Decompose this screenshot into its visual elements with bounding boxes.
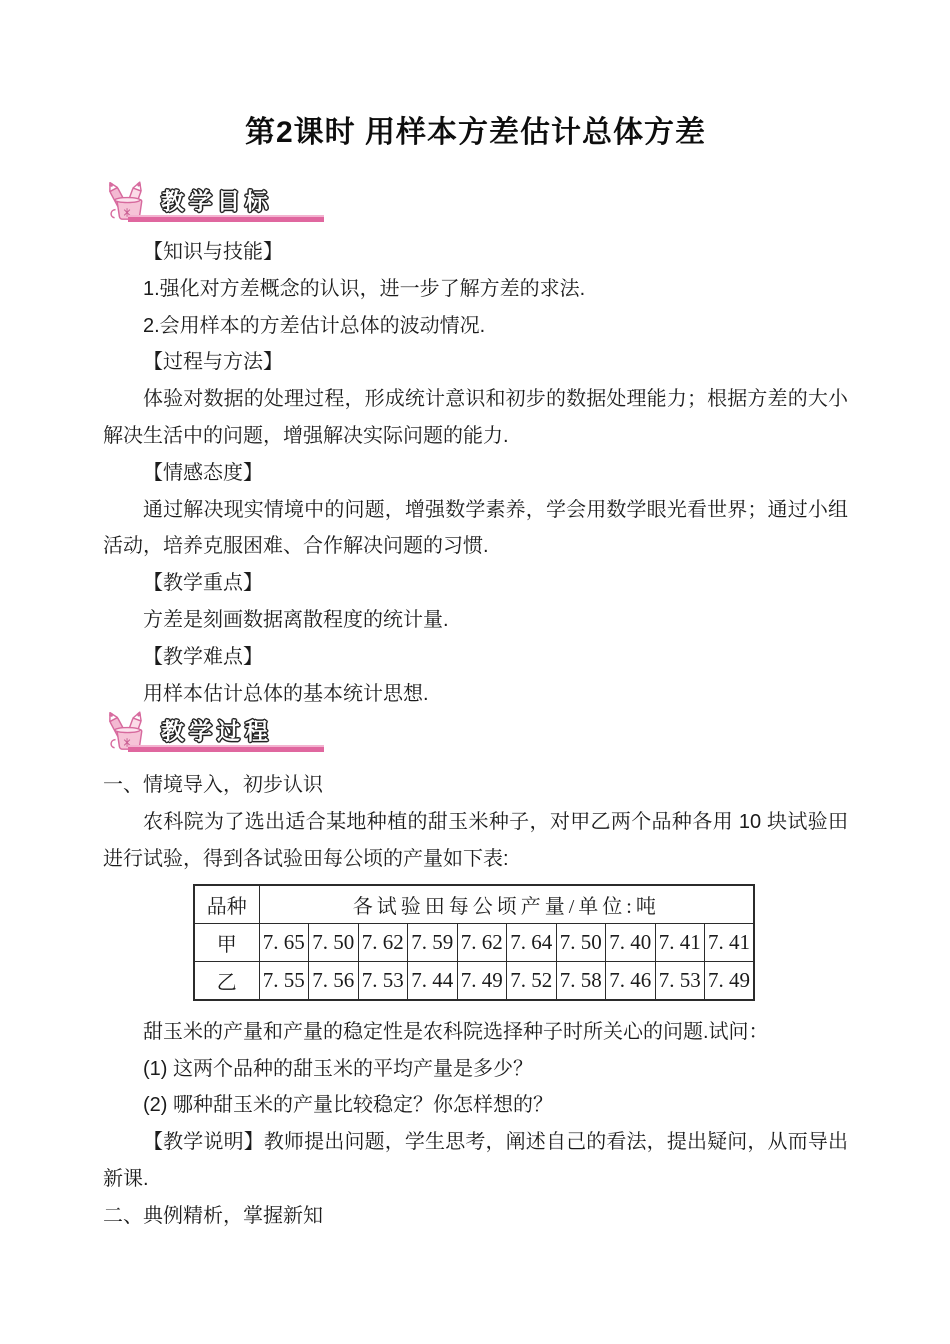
intro-paragraph: 农科院为了选出适合某地种植的甜玉米种子，对甲乙两个品种各用 10 块试验田进行试验，得到各试验田每公顷的产量如下表: [103,811,848,870]
page-title: 第2课时 用样本方差估计总体方差 [244,116,707,149]
part2-title: 二、典例精析，掌握新知 [103,1204,323,1227]
objective-item-2: 2.会用样本的方差估计总体的波动情况. [143,314,486,337]
bracket-heading-teaching-focus: 【教学重点】 [143,572,263,595]
cell-yi-6: 7. 52 [507,961,557,1000]
emotion-attitude-text: 通过解决现实情境中的问题，增强数学素养，学会用数学眼光看世界；通过小组活动，培养克服困难、合作解决问题的习惯. [103,498,848,558]
row-label-yi: 乙 [194,961,259,1000]
cell-jia-5: 7. 62 [457,923,507,961]
teaching-focus-text: 方差是刻画数据离散程度的统计量. [143,608,449,631]
heading-underline-bar [128,215,324,222]
cell-jia-7: 7. 50 [556,923,606,961]
question-1: (1) 这两个品种的甜玉米的平均产量是多少？ [143,1057,533,1080]
cell-yi-10: 7. 49 [705,961,755,1000]
cell-yi-7: 7. 58 [556,961,606,1000]
table-row-yi [194,961,754,1000]
heading-underline-bar [128,745,324,752]
table-header-variety: 品种 [194,885,259,924]
cell-jia-1: 7. 65 [259,923,309,961]
cell-jia-4: 7. 59 [408,923,458,961]
section-heading-process [103,708,848,754]
teaching-difficulty-text: 用样本估计总体的基本统计思想. [143,682,429,705]
cell-yi-8: 7. 46 [606,961,656,1000]
cell-jia-9: 7. 41 [655,923,705,961]
bracket-heading-emotion-attitude: 【情感态度】 [143,461,263,484]
section-title-objectives: 教学目标 [161,188,273,214]
bracket-heading-teaching-difficulty: 【教学难点】 [143,645,263,668]
question-2: (2) 哪种甜玉米的产量比较稳定？你怎样想的？ [143,1094,553,1117]
yield-table [193,884,755,1001]
objective-item-1: 1.强化对方差概念的认识，进一步了解方差的求法. [143,277,586,300]
bracket-heading-process-method: 【过程与方法】 [143,351,283,374]
cell-jia-10: 7. 41 [705,923,755,961]
table-row-jia [194,923,754,961]
cell-jia-2: 7. 50 [309,923,359,961]
section-heading-objectives [103,178,848,224]
cell-yi-5: 7. 49 [457,961,507,1000]
teaching-note: 【教学说明】教师提出问题，学生思考，阐述自己的看法，提出疑问，从而导出新课. [103,1131,848,1190]
table-header-yield: 各试验田每公顷产量/单位:吨 [259,885,754,924]
cell-yi-3: 7. 53 [358,961,408,1000]
cell-jia-3: 7. 62 [358,923,408,961]
cell-yi-4: 7. 44 [408,961,458,1000]
cell-jia-6: 7. 64 [507,923,557,961]
section-title-process: 教学过程 [161,718,273,745]
cell-yi-1: 7. 55 [259,961,309,1000]
cell-jia-8: 7. 40 [606,923,656,961]
process-method-text: 体验对数据的处理过程，形成统计意识和初步的数据处理能力；根据方差的大小解决生活中的问题，增强解决实际问题的能力. [103,388,848,447]
after-table-paragraph: 甜玉米的产量和产量的稳定性是农科院选择种子时所关心的问题.试问： [143,1020,769,1043]
cell-yi-2: 7. 56 [309,961,359,1000]
table-header-row [194,885,754,924]
row-label-jia: 甲 [194,923,259,961]
cell-yi-9: 7. 53 [655,961,705,1000]
part1-title: 一、情境导入，初步认识 [103,774,323,797]
bracket-heading-knowledge-skills: 【知识与技能】 [143,241,283,263]
